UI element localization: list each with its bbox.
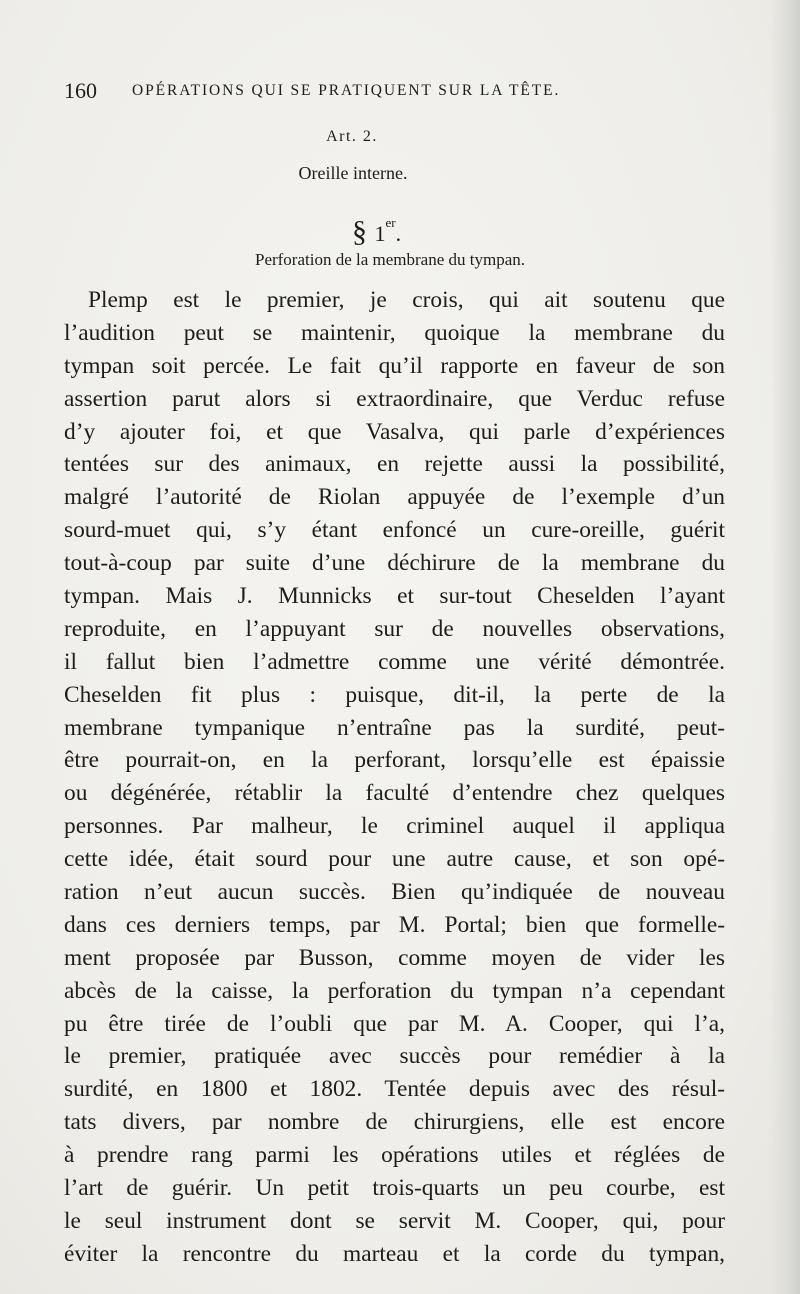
page-number: 160 [64,78,97,103]
body-text [64,284,725,1271]
text-line: tympan. Mais J. Munnicks et sur-tout Cheselden l’ayant [64,583,725,610]
text-line: Cheselden fit plus : puisque, dit-il, la perte de la [64,681,725,708]
text-line: reproduite, en l’appuyant sur de nouvelles observations, [64,615,725,642]
article-title-text: Oreille interne. [298,163,408,183]
text-line: ou dégénérée, rétablir la faculté d’entendre chez quelques [64,780,725,807]
text-line: personnes. Par malheur, le criminel auquel il appliqua [64,813,725,840]
text-line: ration n’eut aucun succès. Bien qu’indiquée de nouveau [64,879,725,906]
section-sign: § [352,215,367,248]
text-line: d’y ajouter foi, et que Vasalva, qui parle d’expériences [64,418,725,445]
section-title-text: Perforation de la membrane du tympan. [254,250,526,269]
article-label [0,128,800,146]
text-line: ment proposée par Busson, comme moyen de vider les [64,944,725,971]
section-heading [352,203,401,254]
text-line: tentées sur des animaux, en rejette aussi la possibilité, [64,451,725,478]
text-line: Plemp est le premier, je crois, qui ait soutenu que [88,287,725,313]
text-line: être pourrait-on, en la perforant, lorsqu’elle est épaissie [64,747,725,774]
article-label-text: Art. 2. [326,128,378,145]
text-line: dans ces derniers temps, par M. Portal; bien que formelle- [64,911,725,938]
text-line: assertion parut alors si extraordinaire, que Verduc refuse [64,385,725,412]
text-line: éviter la rencontre du marteau et la corde du tympan, [64,1240,725,1267]
text-line: tats divers, par nombre de chirurgiens, elle est encore [64,1109,725,1136]
text-line: le seul instrument dont se servit M. Cooper, qui, pour [64,1207,725,1234]
text-line: tympan soit percée. Le fait qu’il rapporte en faveur de son [64,352,725,379]
text-line: sourd-muet qui, s’y étant enfoncé un cure-oreille, guérit [64,517,725,544]
running-title: OPÉRATIONS QUI SE PRATIQUENT SUR LA TÊTE. [132,82,561,99]
text-line: l’audition peut se maintenir, quoique la membrane du [64,319,725,346]
text-line: tout-à-coup par suite d’une déchirure de la membrane du [64,550,725,577]
section-dot: . [395,221,402,246]
section-number: 1 [374,221,386,246]
text-line: pu être tirée de l’oubli que par M. A. Cooper, qui l’a, [64,1010,725,1037]
article-title [0,163,800,184]
text-line: surdité, en 1800 et 1802. Tentée depuis avec des résul- [64,1076,725,1103]
text-line: à prendre rang parmi les opérations utiles et réglées de [64,1142,725,1169]
section-title [0,250,800,270]
text-line: l’art de guérir. Un petit trois-quarts un peu courbe, est [64,1175,725,1202]
text-line: membrane tympanique n’entraîne pas la surdité, peut- [64,714,725,741]
text-line: cette idée, était sourd pour une autre cause, et son opé- [64,846,725,873]
section-number-suffix: er [385,215,396,230]
text-line: abcès de la caisse, la perforation du tympan n’a cependant [64,977,725,1004]
running-header [64,78,674,106]
text-line: il fallut bien l’admettre comme une vérité démontrée. [64,648,725,675]
text-line: le premier, pratiquée avec succès pour remédier à la [64,1043,725,1070]
text-line: malgré l’autorité de Riolan appuyée de l’exemple d’un [64,484,725,511]
page-edge-shadow [770,0,800,1294]
